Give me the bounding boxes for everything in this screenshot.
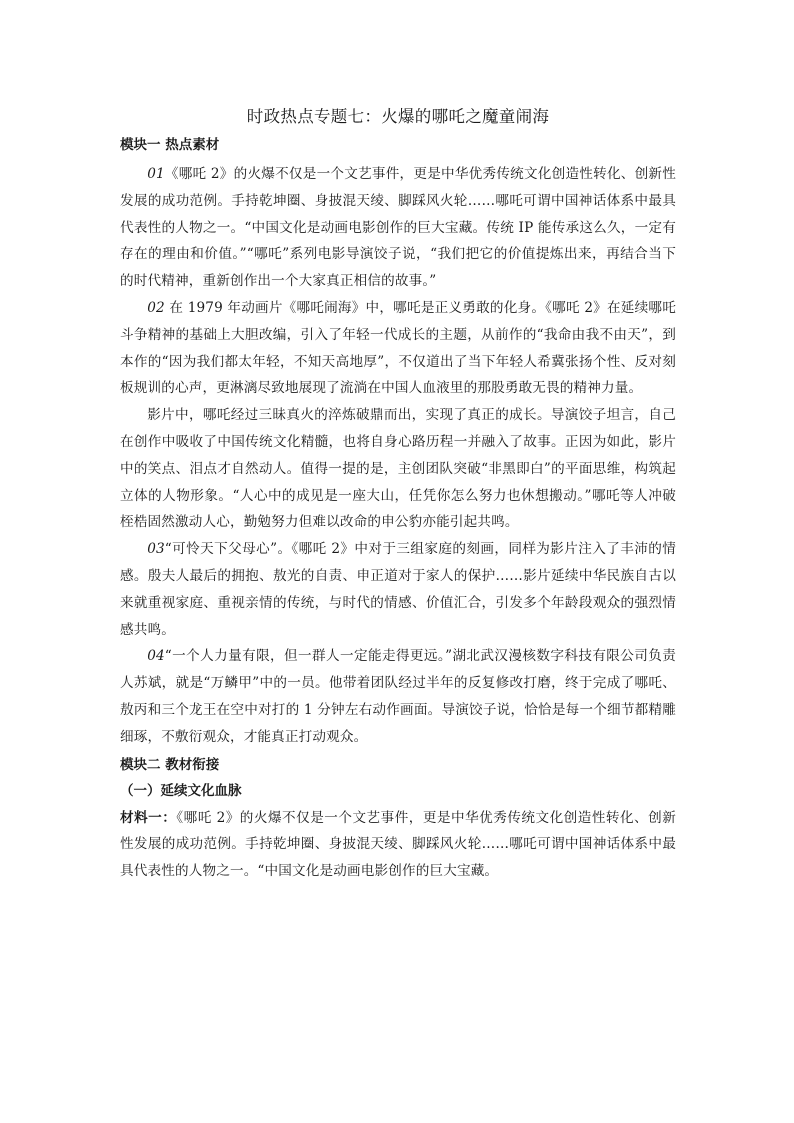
paragraph-text: 影片中，哪吒经过三昧真火的淬炼破鼎而出，实现了真正的成长。导演饺子坦言，自己在创作中吸收了中国传统文化精髓，也将自身心路历程一并融入了故事。正因为如此，影片中的笑点、泪点才自然动人。值得一提的是，主创团队突破“非黑即白”的平面思维，构筑起立体的人物形象。“人心中的成见是一座大山，任凭你怎么努力也休想搬动。”哪吒等人冲破桎梏固然激动人心，勤勉努力但难以改命的申公豹亦能引起共鸣。 xyxy=(120,407,676,531)
paragraph-text: “一个人力量有限，但一群人一定能走得更远。”湖北武汉漫核数字科技有限公司负责人苏斌，就是“万鳞甲”中的一员。他带着团队经过半年的反复修改打磨，终于完成了哪吒、敖丙和三个龙王在空中对打的 1 分钟左右动作画面。导演饺子说，恰恰是每一个细节都精雕细琢，不敷衍观众，才能真正打动观众。 xyxy=(120,648,676,745)
paragraph-number: 03 xyxy=(147,541,165,558)
material-one xyxy=(120,805,676,885)
paragraph-text: 在 1979 年动画片《哪吒闹海》中，哪吒是正义勇敢的化身。《哪吒 2》在延续哪吒斗争精神的基础上大胆改编，引入了年轻一代成长的主题，从前作的“我命由我不由天”，到本作的“因为我们都太年轻，不知天高地厚”，不仅道出了当下年轻人希冀张扬个性、反对刻板规训的心声，更淋漓尽致地展现了流淌在中国人血液里的那股勇敢无畏的精神力量。 xyxy=(120,299,676,397)
paragraph-number: 01 xyxy=(147,166,165,182)
paragraph-02-continued xyxy=(120,402,676,536)
material-label: 材料一： xyxy=(120,809,177,826)
document-page xyxy=(120,104,676,885)
paragraph-01 xyxy=(120,161,676,295)
paragraph-03 xyxy=(120,536,676,643)
material-text: 《哪吒 2》的火爆不仅是一个文艺事件，更是中华优秀传统文化创造性转化、创新性发展的成功范例。手持乾坤圈、身披混天绫、脚踩风火轮……哪吒可谓中国神话体系中最具代表性的人物之一。“中国文化是动画电影创作的巨大宝藏。 xyxy=(120,809,676,880)
paragraph-02 xyxy=(120,295,676,402)
document-title: 时政热点专题七：火爆的哪吒之魔童闹海 xyxy=(246,107,550,126)
paragraph-text: 《哪吒 2》的火爆不仅是一个文艺事件，更是中华优秀传统文化创造性转化、创新性发展的成功范例。手持乾坤圈、身披混天绫、脚踩风火轮……哪吒可谓中国神话体系中最具代表性的人物之一。“中国文化是动画电影创作的巨大宝藏。传统 IP 能传承这么久，一定有存在的理由和价值。”“哪吒”系列电影导演饺子说，“我们把它的价值提炼出来，再结合当下的时代精神，重新创作出一个大家真正相信的故事。” xyxy=(120,166,676,290)
module1-heading: 模块一 热点素材 xyxy=(120,137,220,153)
paragraph-text: “可怜天下父母心”。《哪吒 2》中对于三组家庭的刻画，同样为影片注入了丰沛的情感。殷夫人最后的拥抱、敖光的自责、申正道对于家人的保护……影片延续中华民族自古以来就重视家庭、重视亲情的传统，与时代的情感、价值汇合，引发多个年龄段观众的强烈情感共鸣。 xyxy=(120,541,676,638)
module2-heading: 模块二 教材衔接 xyxy=(120,756,220,773)
paragraph-number: 02 xyxy=(147,299,165,316)
paragraph-number: 04 xyxy=(147,648,165,665)
section1-heading: （一）延续文化血脉 xyxy=(120,782,242,799)
paragraph-04 xyxy=(120,643,676,750)
